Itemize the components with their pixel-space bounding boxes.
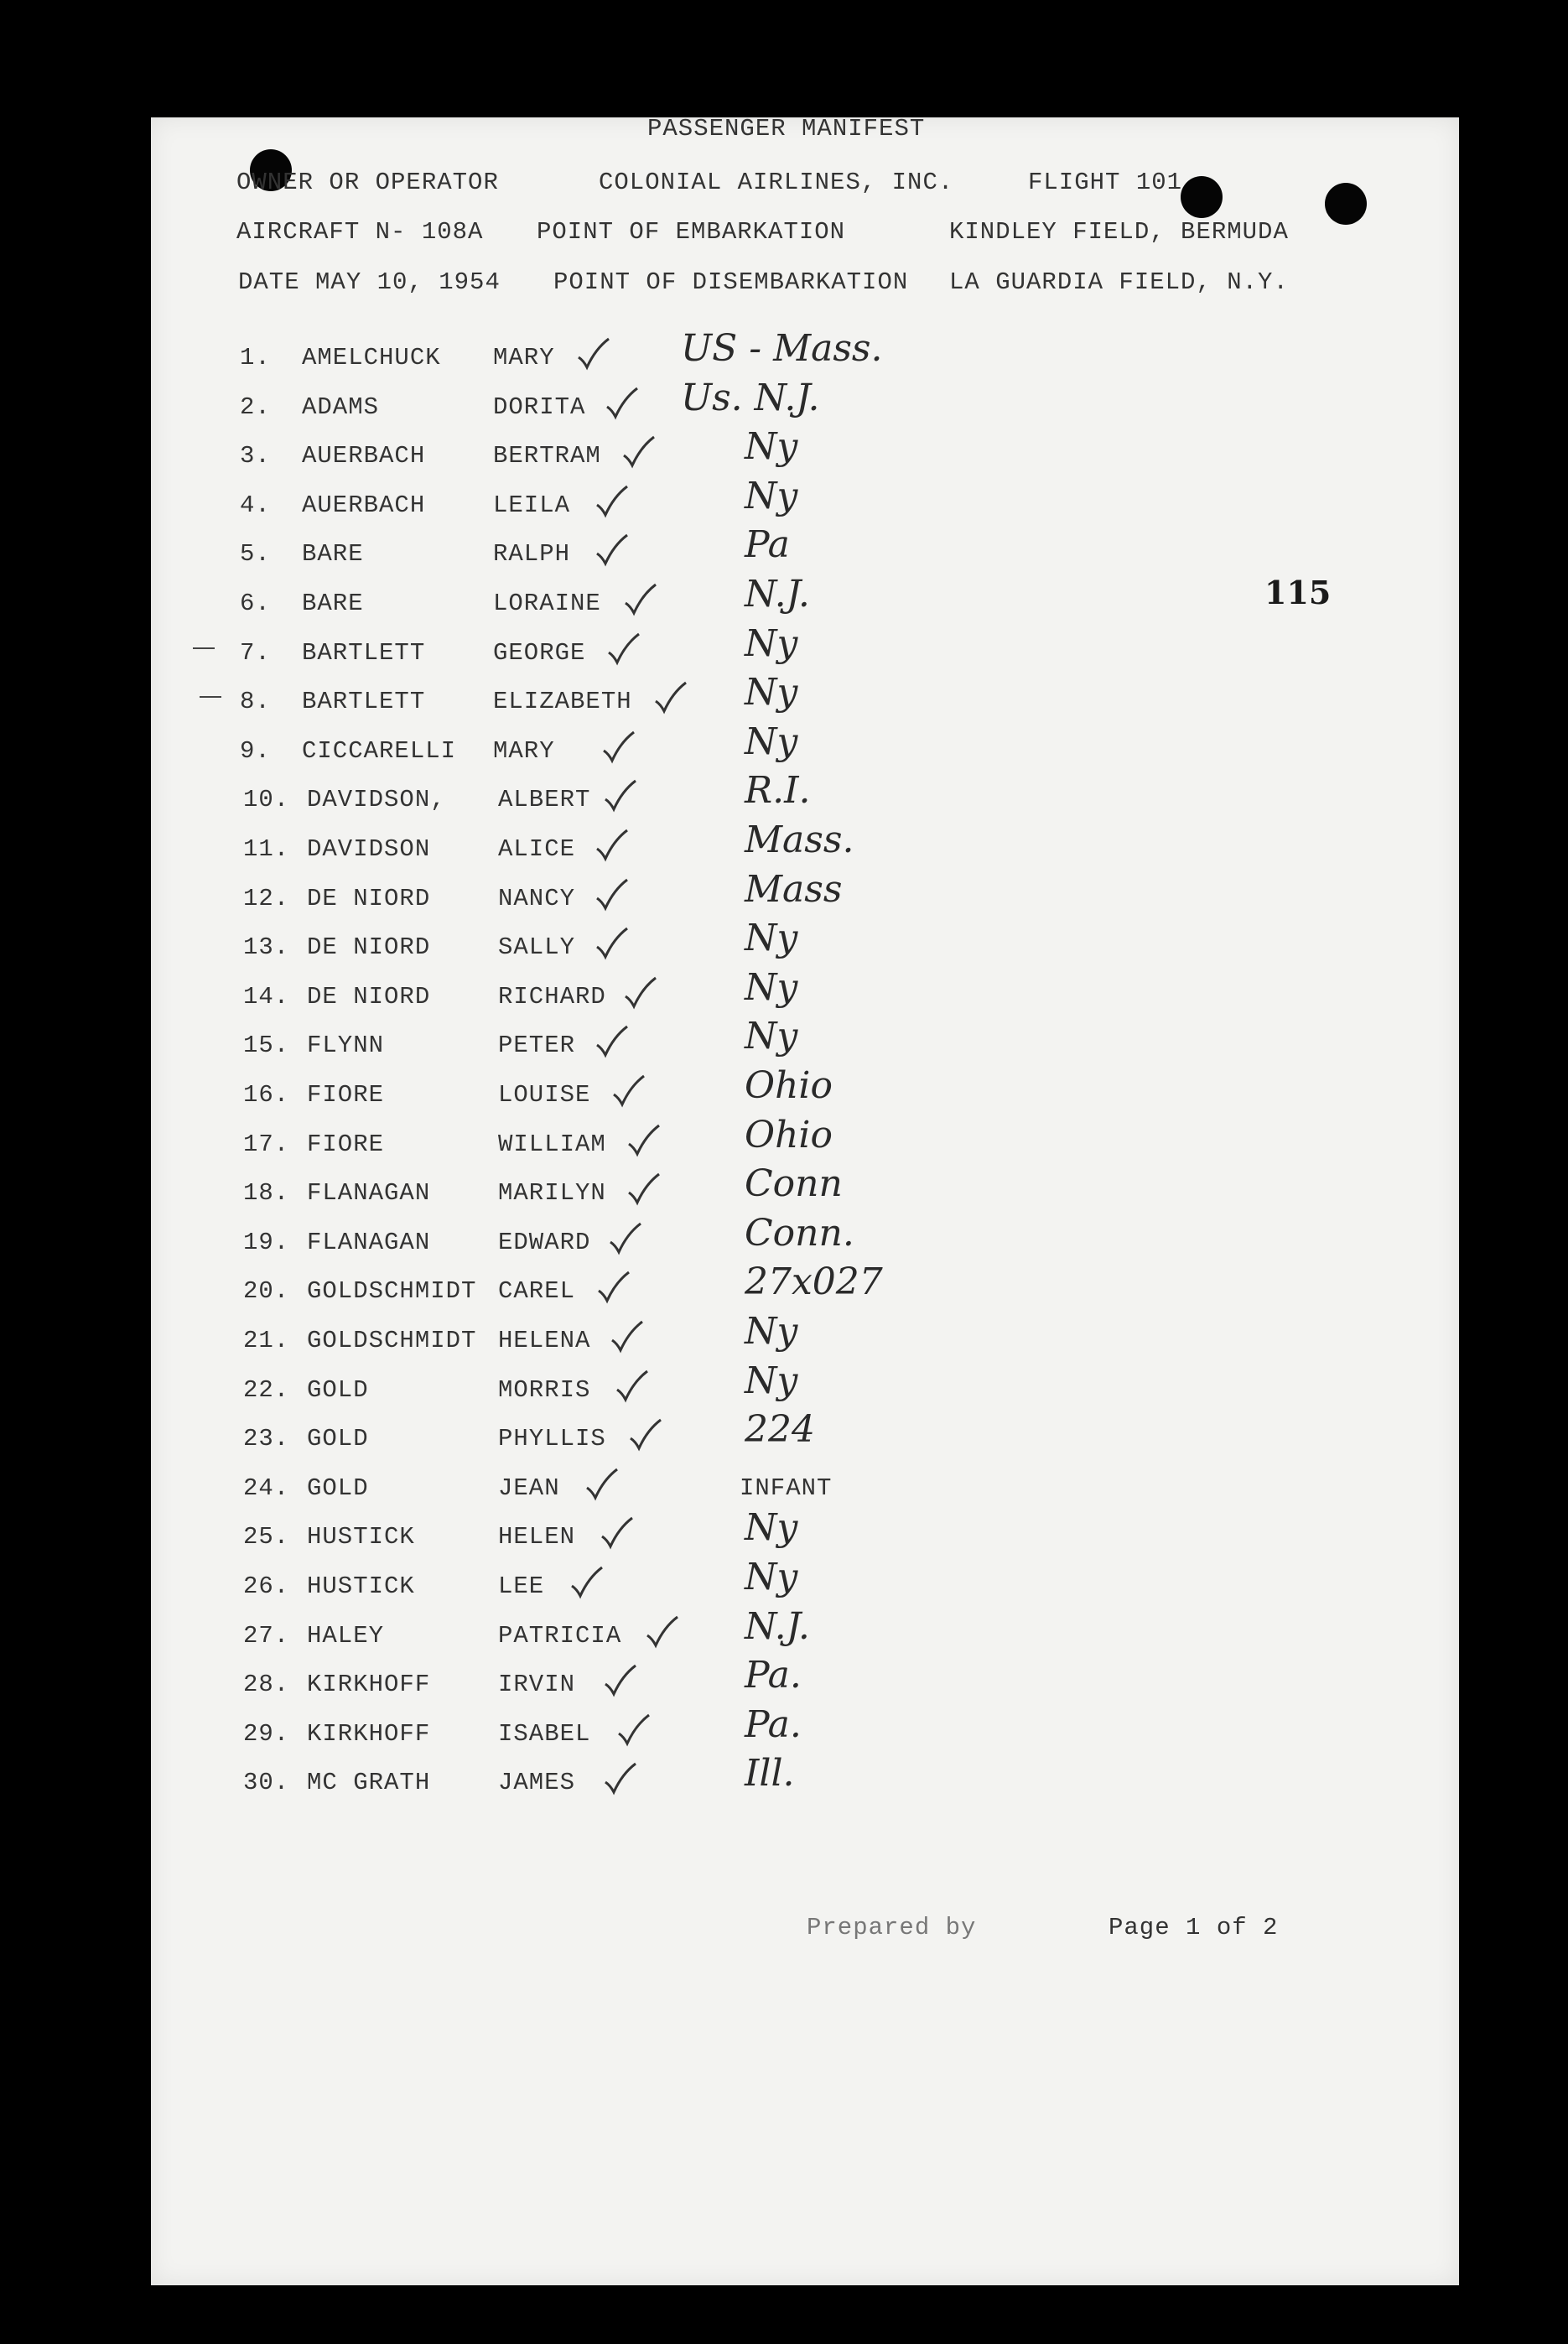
check-mark-icon xyxy=(602,385,641,424)
passenger-number: 7. xyxy=(240,639,271,667)
passenger-number: 8. xyxy=(240,688,271,715)
passenger-number: 20. xyxy=(243,1277,290,1305)
airline-name: COLONIAL AIRLINES, INC. xyxy=(599,169,954,196)
passenger-number: 26. xyxy=(243,1572,290,1600)
passenger-note-handwritten: Ny xyxy=(745,425,798,468)
passenger-note-handwritten: Conn xyxy=(745,1162,843,1205)
passenger-note-handwritten: Ny xyxy=(745,720,798,763)
passenger-first-name: HELEN xyxy=(498,1523,576,1551)
passenger-number: 28. xyxy=(243,1671,290,1698)
passenger-last-name: GOLD xyxy=(307,1425,369,1453)
passenger-first-name: ISABEL xyxy=(498,1720,591,1748)
passenger-note-handwritten: Ny xyxy=(745,671,798,714)
punch-hole-middle xyxy=(1181,176,1223,218)
passenger-note-handwritten: Mass. xyxy=(745,819,854,861)
passenger-first-name: JEAN xyxy=(498,1474,560,1502)
passenger-note-handwritten: Ny xyxy=(745,1015,798,1058)
passenger-first-name: LEE xyxy=(498,1572,545,1600)
disembarkation-place: LA GUARDIA FIELD, N.Y. xyxy=(949,268,1289,296)
passenger-number: 4. xyxy=(240,491,271,519)
passenger-last-name: HUSTICK xyxy=(307,1572,415,1600)
passenger-last-name: HUSTICK xyxy=(307,1523,415,1551)
owner-operator-label: OWNER OR OPERATOR xyxy=(236,169,499,196)
passenger-number: 25. xyxy=(243,1523,290,1551)
check-mark-icon xyxy=(594,1269,632,1307)
passenger-number: 10. xyxy=(243,786,290,813)
check-mark-icon xyxy=(612,1368,651,1406)
passenger-number: 3. xyxy=(240,442,271,470)
passenger-note-handwritten: Ny xyxy=(745,966,798,1009)
passenger-note-handwritten: Us. N.J. xyxy=(681,377,820,419)
passenger-note-handwritten: R.I. xyxy=(745,769,811,812)
passenger-last-name: FLANAGAN xyxy=(307,1179,431,1207)
passenger-last-name: AUERBACH xyxy=(302,442,426,470)
passenger-number: 24. xyxy=(243,1474,290,1502)
passenger-number: 30. xyxy=(243,1769,290,1796)
passenger-number: 12. xyxy=(243,885,290,912)
passenger-first-name: MARILYN xyxy=(498,1179,606,1207)
passenger-note-handwritten: Ny xyxy=(745,1359,798,1402)
passenger-first-name: CAREL xyxy=(498,1277,576,1305)
passenger-first-name: EDWARD xyxy=(498,1229,591,1256)
flight-number: FLIGHT 101 xyxy=(1028,169,1183,196)
passenger-note-handwritten: Ny xyxy=(745,1556,798,1598)
passenger-first-name: SALLY xyxy=(498,933,576,961)
passenger-first-name: PHYLLIS xyxy=(498,1425,606,1453)
passenger-first-name: HELENA xyxy=(498,1327,591,1354)
check-mark-icon xyxy=(609,1073,647,1111)
passenger-note-handwritten: Conn. xyxy=(745,1212,854,1255)
passenger-last-name: CICCARELLI xyxy=(302,737,457,765)
passenger-note-handwritten: Ohio xyxy=(745,1114,833,1156)
passenger-first-name: ALBERT xyxy=(498,786,591,813)
passenger-first-name: PATRICIA xyxy=(498,1622,622,1650)
passenger-first-name: LOUISE xyxy=(498,1081,591,1109)
passenger-first-name: DORITA xyxy=(493,393,586,421)
passenger-last-name: BARE xyxy=(302,590,364,617)
passenger-first-name: MARY xyxy=(493,737,555,765)
passenger-note-handwritten: 27x027 xyxy=(745,1260,883,1303)
passenger-last-name: FLYNN xyxy=(307,1032,385,1059)
passenger-last-name: BARE xyxy=(302,540,364,568)
passenger-number: 18. xyxy=(243,1179,290,1207)
punch-hole-right xyxy=(1325,183,1367,225)
passenger-last-name: BARTLETT xyxy=(302,639,426,667)
passenger-last-name: GOLDSCHMIDT xyxy=(307,1277,477,1305)
passenger-first-name: RALPH xyxy=(493,540,571,568)
passenger-first-name: PETER xyxy=(498,1032,576,1059)
check-mark-icon xyxy=(624,1122,662,1161)
check-mark-icon xyxy=(624,1171,662,1209)
passenger-number: 17. xyxy=(243,1130,290,1158)
check-mark-icon xyxy=(614,1712,652,1750)
page-indicator: Page 1 of 2 xyxy=(1109,1914,1279,1941)
passenger-note-handwritten: Ny xyxy=(745,622,798,665)
passenger-number: 22. xyxy=(243,1376,290,1404)
passenger-note-handwritten: Ill. xyxy=(745,1752,795,1795)
passenger-first-name: GEORGE xyxy=(493,639,586,667)
passenger-note-handwritten: N.J. xyxy=(745,1605,810,1648)
passenger-first-name: ELIZABETH xyxy=(493,688,632,715)
passenger-last-name: HALEY xyxy=(307,1622,385,1650)
passenger-first-name: ALICE xyxy=(498,835,576,863)
passenger-last-name: MC GRATH xyxy=(307,1769,431,1796)
passenger-first-name: RICHARD xyxy=(498,983,606,1011)
passenger-number: 9. xyxy=(240,737,271,765)
passenger-last-name: DE NIORD xyxy=(307,933,431,961)
check-mark-icon xyxy=(582,1466,620,1505)
passenger-first-name: LORAINE xyxy=(493,590,601,617)
passenger-last-name: ADAMS xyxy=(302,393,380,421)
passenger-number: 1. xyxy=(240,344,271,372)
passenger-last-name: DE NIORD xyxy=(307,885,431,912)
passenger-note-typed: INFANT xyxy=(740,1474,833,1502)
passenger-note-handwritten: N.J. xyxy=(745,573,810,616)
passenger-note-handwritten: Ny xyxy=(745,475,798,517)
passenger-note-handwritten: Pa. xyxy=(745,1654,802,1697)
passenger-number: 29. xyxy=(243,1720,290,1748)
passenger-last-name: DAVIDSON, xyxy=(307,786,446,813)
margin-mark xyxy=(193,647,215,649)
check-mark-icon xyxy=(592,925,631,964)
check-mark-icon xyxy=(620,581,659,620)
check-mark-icon xyxy=(600,777,639,816)
aircraft-number: AIRCRAFT N- 108A xyxy=(236,218,484,246)
check-mark-icon xyxy=(599,729,637,767)
check-mark-icon xyxy=(604,631,642,669)
check-mark-icon xyxy=(620,975,659,1013)
passenger-note-handwritten: Pa xyxy=(745,523,790,566)
manifest-date: DATE MAY 10, 1954 xyxy=(238,268,501,296)
passenger-last-name: FLANAGAN xyxy=(307,1229,431,1256)
passenger-last-name: FIORE xyxy=(307,1081,385,1109)
passenger-number: 19. xyxy=(243,1229,290,1256)
check-mark-icon xyxy=(592,827,631,865)
passenger-number: 13. xyxy=(243,933,290,961)
check-mark-icon xyxy=(592,876,631,915)
passenger-first-name: JAMES xyxy=(498,1769,576,1796)
prepared-by: Prepared by xyxy=(807,1914,977,1941)
passenger-last-name: KIRKHOFF xyxy=(307,1720,431,1748)
passenger-number: 23. xyxy=(243,1425,290,1453)
passenger-first-name: WILLIAM xyxy=(498,1130,606,1158)
passenger-number: 14. xyxy=(243,983,290,1011)
check-mark-icon xyxy=(600,1662,639,1701)
passenger-note-handwritten: Ohio xyxy=(745,1064,833,1107)
passenger-last-name: AMELCHUCK xyxy=(302,344,441,372)
stamp-number: 115 xyxy=(1264,574,1332,611)
passenger-note-handwritten: Ny xyxy=(745,917,798,959)
disembarkation-label: POINT OF DISEMBARKATION xyxy=(553,268,909,296)
check-mark-icon xyxy=(592,1023,631,1062)
passenger-first-name: IRVIN xyxy=(498,1671,576,1698)
passenger-first-name: MARY xyxy=(493,344,555,372)
passenger-number: 15. xyxy=(243,1032,290,1059)
check-mark-icon xyxy=(619,434,657,472)
passenger-note-handwritten: US - Mass. xyxy=(681,327,883,370)
passenger-last-name: BARTLETT xyxy=(302,688,426,715)
passenger-number: 2. xyxy=(240,393,271,421)
passenger-last-name: GOLD xyxy=(307,1376,369,1404)
check-mark-icon xyxy=(592,483,631,522)
check-mark-icon xyxy=(567,1564,605,1603)
check-mark-icon xyxy=(605,1220,644,1259)
passenger-last-name: DAVIDSON xyxy=(307,835,431,863)
embarkation-place: KINDLEY FIELD, BERMUDA xyxy=(949,218,1289,246)
check-mark-icon xyxy=(607,1318,646,1357)
manifest-title: PASSENGER MANIFEST xyxy=(647,115,926,143)
passenger-note-handwritten: Ny xyxy=(745,1506,798,1549)
passenger-number: 16. xyxy=(243,1081,290,1109)
passenger-note-handwritten: Pa. xyxy=(745,1703,802,1746)
passenger-number: 11. xyxy=(243,835,290,863)
passenger-first-name: NANCY xyxy=(498,885,576,912)
margin-mark xyxy=(200,696,221,698)
passenger-number: 5. xyxy=(240,540,271,568)
passenger-last-name: FIORE xyxy=(307,1130,385,1158)
passenger-first-name: MORRIS xyxy=(498,1376,591,1404)
check-mark-icon xyxy=(651,679,689,718)
passenger-note-handwritten: Ny xyxy=(745,1310,798,1353)
passenger-note-handwritten: Mass xyxy=(745,868,843,911)
passenger-number: 6. xyxy=(240,590,271,617)
check-mark-icon xyxy=(600,1760,639,1799)
passenger-number: 21. xyxy=(243,1327,290,1354)
check-mark-icon xyxy=(597,1515,636,1553)
passenger-last-name: GOLD xyxy=(307,1474,369,1502)
passenger-note-handwritten: 224 xyxy=(745,1408,815,1451)
passenger-last-name: AUERBACH xyxy=(302,491,426,519)
passenger-number: 27. xyxy=(243,1622,290,1650)
check-mark-icon xyxy=(574,335,612,374)
passenger-first-name: LEILA xyxy=(493,491,571,519)
embarkation-label: POINT OF EMBARKATION xyxy=(537,218,846,246)
check-mark-icon xyxy=(592,532,631,570)
check-mark-icon xyxy=(626,1416,664,1455)
passenger-first-name: BERTRAM xyxy=(493,442,601,470)
passenger-last-name: DE NIORD xyxy=(307,983,431,1011)
passenger-last-name: GOLDSCHMIDT xyxy=(307,1327,477,1354)
check-mark-icon xyxy=(642,1614,681,1652)
passenger-last-name: KIRKHOFF xyxy=(307,1671,431,1698)
